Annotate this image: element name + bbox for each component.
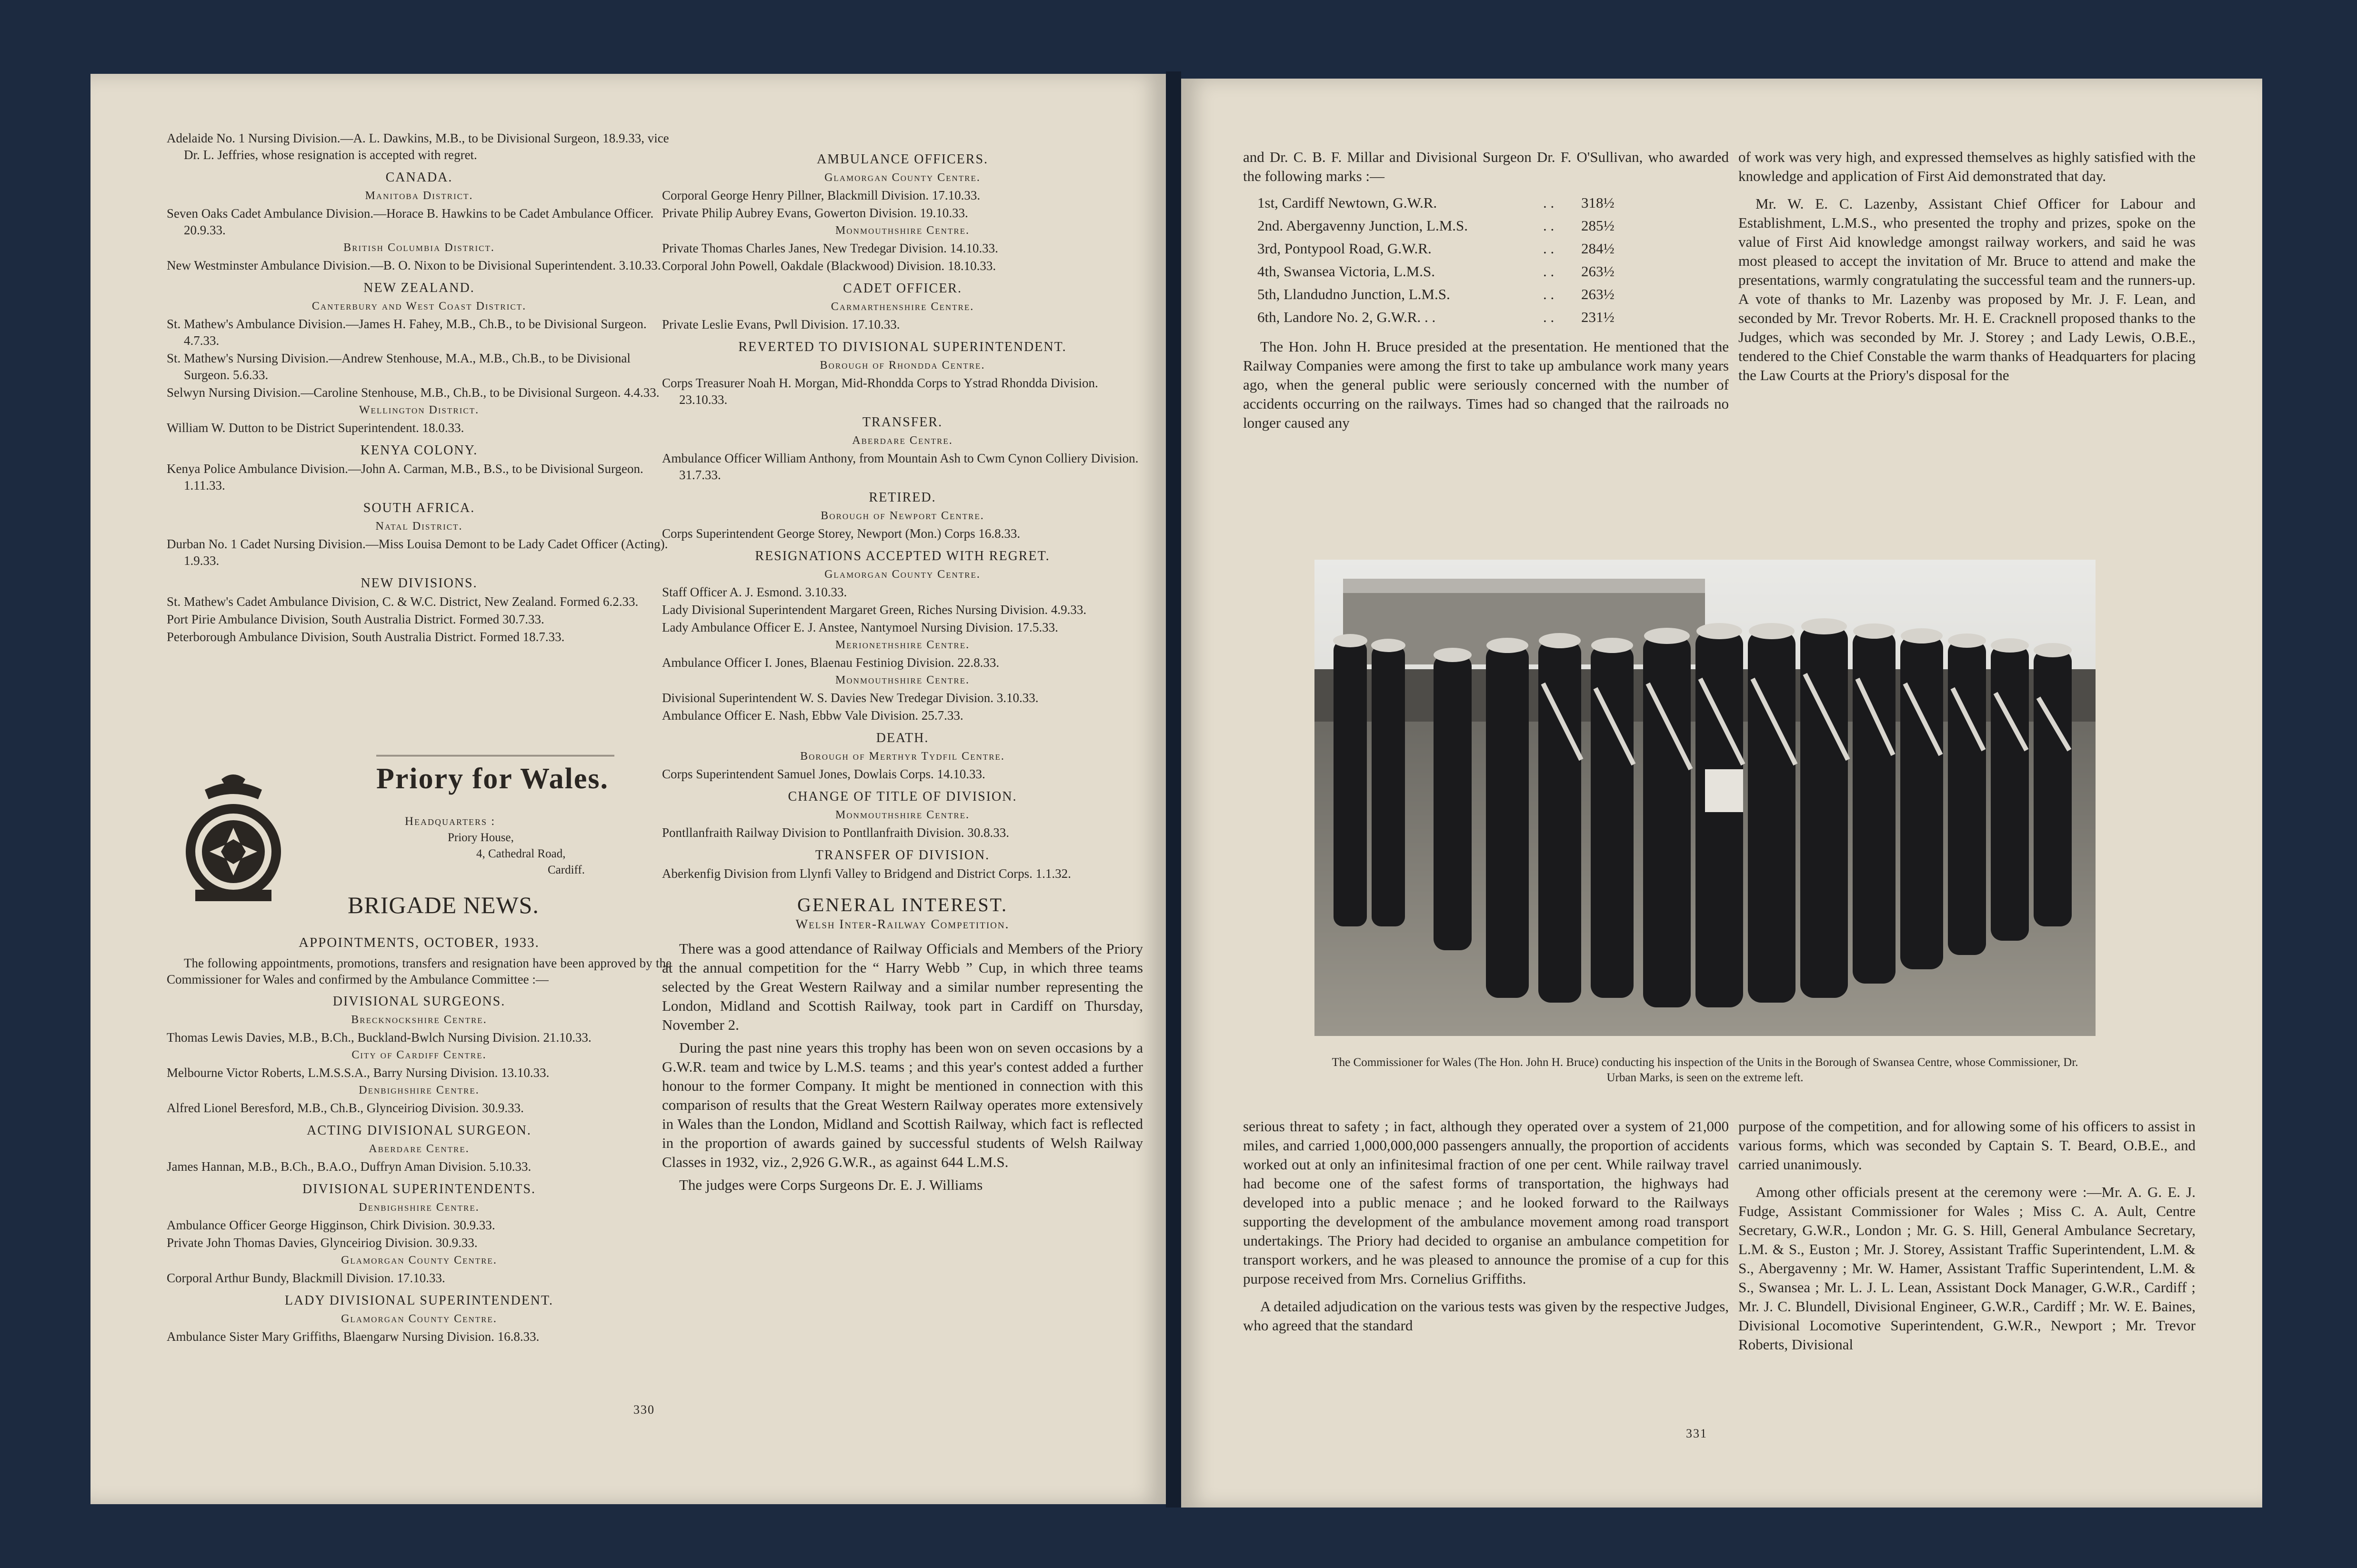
centre-subheading: Denbighshire Centre.	[359, 1084, 480, 1096]
centre-subheading: Carmarthenshire Centre.	[831, 301, 974, 313]
left-page	[90, 74, 1166, 1504]
result-row	[1257, 237, 1729, 260]
appointment-entry: Staff Officer A. J. Esmond. 3.10.33.	[662, 585, 847, 599]
article-paragraph: and Dr. C. B. F. Millar and Divisional Surgeon Dr. F. O'Sullivan, who awarded the following marks :—	[1243, 149, 1729, 184]
result-score: 285½	[1581, 217, 1615, 234]
centre-subheading: Natal District.	[375, 520, 463, 533]
appointment-entry: Private Philip Aubrey Evans, Gowerton Division. 19.10.33.	[662, 206, 968, 220]
result-leader: . .	[1543, 263, 1555, 280]
centre-subheading: Glamorgan County Centre.	[824, 568, 981, 581]
page-number: 330	[633, 1403, 655, 1417]
section-heading: NEW DIVISIONS.	[361, 576, 478, 591]
result-place: 4th, Swansea Victoria, L.M.S.	[1257, 263, 1435, 280]
result-score: 231½	[1581, 309, 1615, 325]
centre-subheading: Glamorgan County Centre.	[824, 171, 981, 184]
result-leader: . .	[1543, 194, 1555, 211]
right-page	[1181, 79, 2262, 1508]
centre-subheading: Glamorgan County Centre.	[341, 1254, 497, 1266]
section-heading: TRANSFER.	[862, 415, 943, 430]
article-paragraph: purpose of the competition, and for allowing some of his officers to assist in various forms, which was seconded by Captain S. T. Beard, O.B.E., and carried unanimously.	[1738, 1118, 2196, 1173]
left-column-right	[662, 145, 1143, 1198]
appointment-entry: Lady Divisional Superintendent Margaret Green, Riches Nursing Division. 4.9.33.	[662, 603, 1087, 617]
page-number: 331	[1686, 1427, 1707, 1440]
left-column-top	[167, 130, 672, 646]
section-heading: AMBULANCE OFFICERS.	[816, 152, 989, 167]
hq-line-1: Priory House,	[448, 831, 514, 844]
competition-subheading: Welsh Inter-Railway Competition.	[795, 917, 1010, 931]
book-gutter	[1166, 71, 1181, 1508]
result-place: 1st, Cardiff Newtown, G.W.R.	[1257, 194, 1437, 211]
centre-subheading: Monmouthshire Centre.	[835, 224, 970, 237]
right-column-1-top	[1243, 148, 1729, 436]
centre-subheading: Manitoba District.	[365, 190, 473, 202]
hq-line-2: 4, Cathedral Road,	[476, 847, 566, 860]
appointment-entry: Melbourne Victor Roberts, L.M.S.S.A., Barry Nursing Division. 13.10.33.	[167, 1065, 550, 1080]
order-crest-icon	[176, 771, 291, 909]
brigade-news-heading: BRIGADE NEWS.	[348, 892, 539, 918]
centre-subheading: Borough of Merthyr Tydfil Centre.	[800, 750, 1005, 763]
appointment-entry: Selwyn Nursing Division.—Caroline Stenhouse, M.B., Ch.B., to be Divisional Surgeon. 4.4.33.	[167, 385, 660, 400]
section-heading: NEW ZEALAND.	[363, 281, 475, 295]
result-place: 3rd, Pontypool Road, G.W.R.	[1257, 240, 1432, 257]
article-paragraph: During the past nine years this trophy has been won on seven occasions by a G.W.R. team and twice by L.M.S. teams ; and this year's contest added a further honour to the former Company. It might be mentioned in connection with this comparison of results that the Great Western Railway operates more extensively in Wales than the London, Midland and Scottish Railway, which fact is reflected in the proportion of awards gained by successful students of Welsh Railway Classes in 1932, viz., 2,926 G.W.R., as against 644 L.M.S.	[662, 1039, 1143, 1170]
article-paragraph: serious threat to safety ; in fact, although they operated over a system of 21,000 miles, and carried 1,000,000,000 passengers annually, the proportion of accidents worked out at only an infinitesimal fraction of one per cent. While railway travel had become one of the safest forms of transportation, the highways had developed into a public menace ; and he looked forward to the Railways supporting the development of the ambulance movement among road transport undertakings. The Priory had decided to organise an ambulance competition for transport workers, and he was pleased to announce the promise of a cup for this purpose received from Mrs. Cornelius Griffiths.	[1243, 1118, 1729, 1287]
left-column-bottom	[167, 993, 672, 1345]
section-heading: TRANSFER OF DIVISION.	[815, 848, 990, 863]
appointment-entry: Lady Ambulance Officer E. J. Anstee, Nantymoel Nursing Division. 17.5.33.	[662, 620, 1058, 634]
appointment-entry: St. Mathew's Cadet Ambulance Division, C. & W.C. District, New Zealand. Formed 6.2.33.	[167, 594, 639, 609]
article-paragraph: of work was very high, and expressed themselves as highly satisfied with the knowledge and application of First Aid demonstrated that day.	[1738, 149, 2196, 184]
appointment-entry: Corps Treasurer Noah H. Morgan, Mid-Rhondda Corps to Ystrad Rhondda Division. 23.10.33.	[662, 376, 1098, 407]
result-score: 263½	[1581, 286, 1615, 302]
priory-section	[167, 755, 672, 1346]
appointment-entry: Ambulance Officer William Anthony, from Mountain Ash to Cwm Cynon Colliery Division. 31.7.33.	[662, 451, 1139, 482]
hq-label: Headquarters :	[405, 815, 496, 828]
result-leader: . .	[1543, 286, 1555, 302]
appointment-entry: Private Leslie Evans, Pwll Division. 17.10.33.	[662, 317, 900, 332]
appointment-entry: Adelaide No. 1 Nursing Division.—A. L. Dawkins, M.B., to be Divisional Surgeon, 18.9.33, vice Dr. L. Jeffries, whose resignation is accepted with regret.	[167, 131, 669, 162]
section-heading: KENYA COLONY.	[360, 443, 478, 458]
centre-subheading: City of Cardiff Centre.	[351, 1049, 487, 1061]
centre-subheading: Aberdare Centre.	[852, 434, 953, 447]
right-column-2-bottom	[1738, 1117, 2196, 1358]
appointment-entry: James Hannan, M.B., B.Ch., B.A.O., Duffryn Aman Division. 5.10.33.	[167, 1159, 532, 1174]
section-heading: DEATH.	[876, 731, 929, 745]
result-row	[1257, 214, 1729, 237]
centre-subheading: Glamorgan County Centre.	[341, 1313, 497, 1325]
centre-subheading: Borough of Newport Centre.	[821, 510, 984, 522]
article-paragraph: A detailed adjudication on the various tests was given by the respective Judges, who agreed that the standard	[1243, 1298, 1729, 1334]
article-paragraph: The judges were Corps Surgeons Dr. E. J. Williams	[679, 1176, 983, 1193]
general-interest-heading: GENERAL INTEREST.	[797, 894, 1008, 915]
hq-line-3: Cardiff.	[548, 864, 585, 876]
section-heading: REVERTED TO DIVISIONAL SUPERINTENDENT.	[738, 340, 1067, 354]
results-table	[1257, 191, 1729, 329]
appointments-title: APPOINTMENTS, OCTOBER, 1933.	[299, 935, 540, 950]
appointment-entry: Port Pirie Ambulance Division, South Australia District. Formed 30.7.33.	[167, 612, 544, 626]
result-place: 5th, Llandudno Junction, L.M.S.	[1257, 286, 1450, 302]
appointments-list	[662, 151, 1143, 882]
result-score: 318½	[1581, 194, 1615, 211]
appointment-entry: St. Mathew's Ambulance Division.—James H. Fahey, M.B., Ch.B., to be Divisional Surgeon. 4.7.33.	[167, 317, 647, 348]
section-heading: CADET OFFICER.	[843, 281, 962, 296]
centre-subheading: Borough of Rhondda Centre.	[820, 359, 985, 372]
appointment-entry: Pontllanfraith Railway Division to Pontllanfraith Division. 30.8.33.	[662, 825, 1009, 840]
result-row	[1257, 306, 1729, 329]
section-heading: CANADA.	[385, 170, 453, 185]
article-paragraph: The Hon. John H. Bruce presided at the presentation. He mentioned that the Railway Companies were among the first to take up ambulance work many years ago, when the general public were seriously concerned with the number of accidents occurring on the railways. Times had so changed that the railroads no longer caused any	[1243, 338, 1729, 431]
appointment-entry: Kenya Police Ambulance Division.—John A. Carman, M.B., B.S., to be Divisional Surgeon. 1.11.33.	[167, 462, 643, 493]
appointments-intro: The following appointments, promotions, transfers and resignation have been approved by the Commissioner for Wales and confirmed by the Ambulance Committee :—	[167, 956, 672, 986]
centre-subheading: British Columbia District.	[343, 241, 495, 254]
article-paragraph: Mr. W. E. C. Lazenby, Assistant Chief Officer for Labour and Establishment, L.M.S., who presented the trophy and prizes, spoke on the value of First Aid knowledge amongst railway workers, and said he was most pleased to accept the invitation of Mr. Bruce to attend and make the presentations, warmly congratulating the successful team and the runners-up. A vote of thanks to Mr. Lazenby was proposed by Mr. J. F. Lean, and seconded by Mr. Trevor Roberts. Mr. H. E. Cracknell proposed thanks to the Judges, which was seconded by Mr. J. Storey ; and Lady Lewis, O.B.E., tendered to the Chief Constable the warm thanks of Headquarters for placing the Law Courts at the Priory's disposal for the	[1738, 195, 2196, 383]
centre-subheading: Aberdare Centre.	[369, 1143, 470, 1155]
result-place: 2nd. Abergavenny Junction, L.M.S.	[1257, 217, 1468, 234]
appointment-entry: William W. Dutton to be District Superintendent. 18.0.33.	[167, 421, 464, 435]
section-heading: LADY DIVISIONAL SUPERINTENDENT.	[284, 1293, 554, 1308]
centre-subheading: Monmouthshire Centre.	[835, 674, 970, 686]
right-column-1-bottom	[1243, 1117, 1729, 1339]
appointment-entry: Private Thomas Charles Janes, New Tredegar Division. 14.10.33.	[662, 241, 998, 255]
section-heading: RETIRED.	[869, 490, 936, 505]
result-row	[1257, 260, 1729, 283]
appointment-entry: Corps Superintendent George Storey, Newport (Mon.) Corps 16.8.33.	[662, 526, 1021, 541]
appointment-entry: Private John Thomas Davies, Glynceiriog Division. 30.9.33.	[167, 1236, 478, 1250]
appointment-entry: New Westminster Ambulance Division.—B. O. Nixon to be Divisional Superintendent. 3.10.33.	[167, 258, 661, 272]
centre-subheading: Canterbury and West Coast District.	[311, 300, 527, 312]
appointment-entry: Aberkenfig Division from Llynfi Valley to Bridgend and District Corps. 1.1.32.	[662, 866, 1071, 881]
appointment-entry: Seven Oaks Cadet Ambulance Division.—Horace B. Hawkins to be Cadet Ambulance Officer. 20.9.33.	[167, 206, 654, 237]
priory-title: Priory for Wales.	[376, 763, 609, 795]
article-paragraph: Among other officials present at the ceremony were :—Mr. A. G. E. J. Fudge, Assistant Commissioner for Wales ; Miss C. A. Ault, Centre Secretary, G.W.R., London ; Mr. G. S. Hill, General Ambulance Secretary, L.M. & S., Euston ; Mr. J. Storey, Assistant Traffic Superintendent, L.M. & S., Abergavenny ; Mr. W. Hamer, Assistant Traffic Superintendent, L.M. & S., Swansea ; Mr. L. J. L. Lean, Assistant Dock Manager, G.W.R., Cardiff ; Mr. J. C. Blundell, Divisional Engineer, G.W.R., Cardiff ; Mr. W. E. Baines, Divisional Locomotive Superintendent, G.W.R., Newport ; Mr. Trevor Roberts, Divisional	[1738, 1184, 2196, 1353]
appointment-entry: St. Mathew's Nursing Division.—Andrew Stenhouse, M.A., M.B., Ch.B., to be Divisional Surgeon. 5.6.33.	[167, 351, 631, 382]
appointment-entry: Durban No. 1 Cadet Nursing Division.—Miss Louisa Demont to be Lady Cadet Officer (Acting). 1.9.33.	[167, 537, 668, 568]
section-heading: DIVISIONAL SURGEONS.	[332, 994, 506, 1009]
appointment-entry: Ambulance Officer I. Jones, Blaenau Festiniog Division. 22.8.33.	[662, 655, 1000, 670]
result-row	[1257, 191, 1729, 214]
centre-subheading: Brecknockshire Centre.	[351, 1014, 487, 1026]
section-heading: SOUTH AFRICA.	[363, 501, 475, 515]
appointment-entry: Ambulance Officer E. Nash, Ebbw Vale Division. 25.7.33.	[662, 708, 963, 723]
photo-caption: The Commissioner for Wales (The Hon. John H. Bruce) conducting his inspection of the Units in the Borough of Swansea Centre, whose Commissioner, Dr. Urban Marks, is seen on the extreme left.	[1332, 1056, 2078, 1084]
result-place: 6th, Landore No. 2, G.W.R. . .	[1257, 309, 1436, 325]
appointment-entry: Ambulance Sister Mary Griffiths, Blaengarw Nursing Division. 16.8.33.	[167, 1329, 540, 1344]
centre-subheading: Merionethshire Centre.	[835, 639, 970, 651]
appointment-entry: Corporal John Powell, Oakdale (Blackwood) Division. 18.10.33.	[662, 259, 996, 273]
centre-subheading: Monmouthshire Centre.	[835, 809, 970, 821]
appointment-entry: Corporal Arthur Bundy, Blackmill Division. 17.10.33.	[167, 1271, 445, 1285]
result-leader: . .	[1543, 217, 1555, 234]
article-paragraph: There was a good attendance of Railway Officials and Members of the Priory at the annual competition for the “ Harry Webb ” Cup, in which three teams selected by the Great Western Railway and a similar number representing the London, Midland and Scottish Railway, took part in Cardiff on Thursday, November 2.	[662, 940, 1143, 1033]
section-heading: CHANGE OF TITLE OF DIVISION.	[788, 789, 1017, 804]
appointment-entry: Divisional Superintendent W. S. Davies New Tredegar Division. 3.10.33.	[662, 691, 1039, 705]
section-heading: DIVISIONAL SUPERINTENDENTS.	[302, 1182, 536, 1196]
result-score: 263½	[1581, 263, 1615, 280]
appointment-entry: Alfred Lionel Beresford, M.B., Ch.B., Glynceiriog Division. 30.9.33.	[167, 1101, 524, 1115]
appointment-entry: Peterborough Ambulance Division, South Australia District. Formed 18.7.33.	[167, 630, 565, 644]
headquarters-address	[405, 814, 585, 878]
priory-header	[167, 756, 672, 928]
appointment-entry: Thomas Lewis Davies, M.B., B.Ch., Buckland-Bwlch Nursing Division. 21.10.33.	[167, 1030, 592, 1045]
result-row	[1257, 283, 1729, 306]
appointment-entry: Corporal George Henry Pillner, Blackmill Division. 17.10.33.	[662, 188, 981, 202]
centre-subheading: Wellington District.	[359, 404, 480, 416]
appointment-entry: Corps Superintendent Samuel Jones, Dowlais Corps. 14.10.33.	[662, 767, 985, 781]
centre-subheading: Denbighshire Centre.	[359, 1201, 480, 1214]
right-column-2-top	[1738, 148, 2196, 389]
result-leader: . .	[1543, 240, 1555, 257]
result-leader: . .	[1543, 309, 1555, 325]
section-heading: ACTING DIVISIONAL SURGEON.	[307, 1123, 532, 1138]
appointment-entry: Ambulance Officer George Higginson, Chirk Division. 30.9.33.	[167, 1218, 495, 1232]
section-heading: RESIGNATIONS ACCEPTED WITH REGRET.	[755, 549, 1050, 563]
result-score: 284½	[1581, 240, 1615, 257]
inspection-photograph	[1314, 560, 2096, 1036]
